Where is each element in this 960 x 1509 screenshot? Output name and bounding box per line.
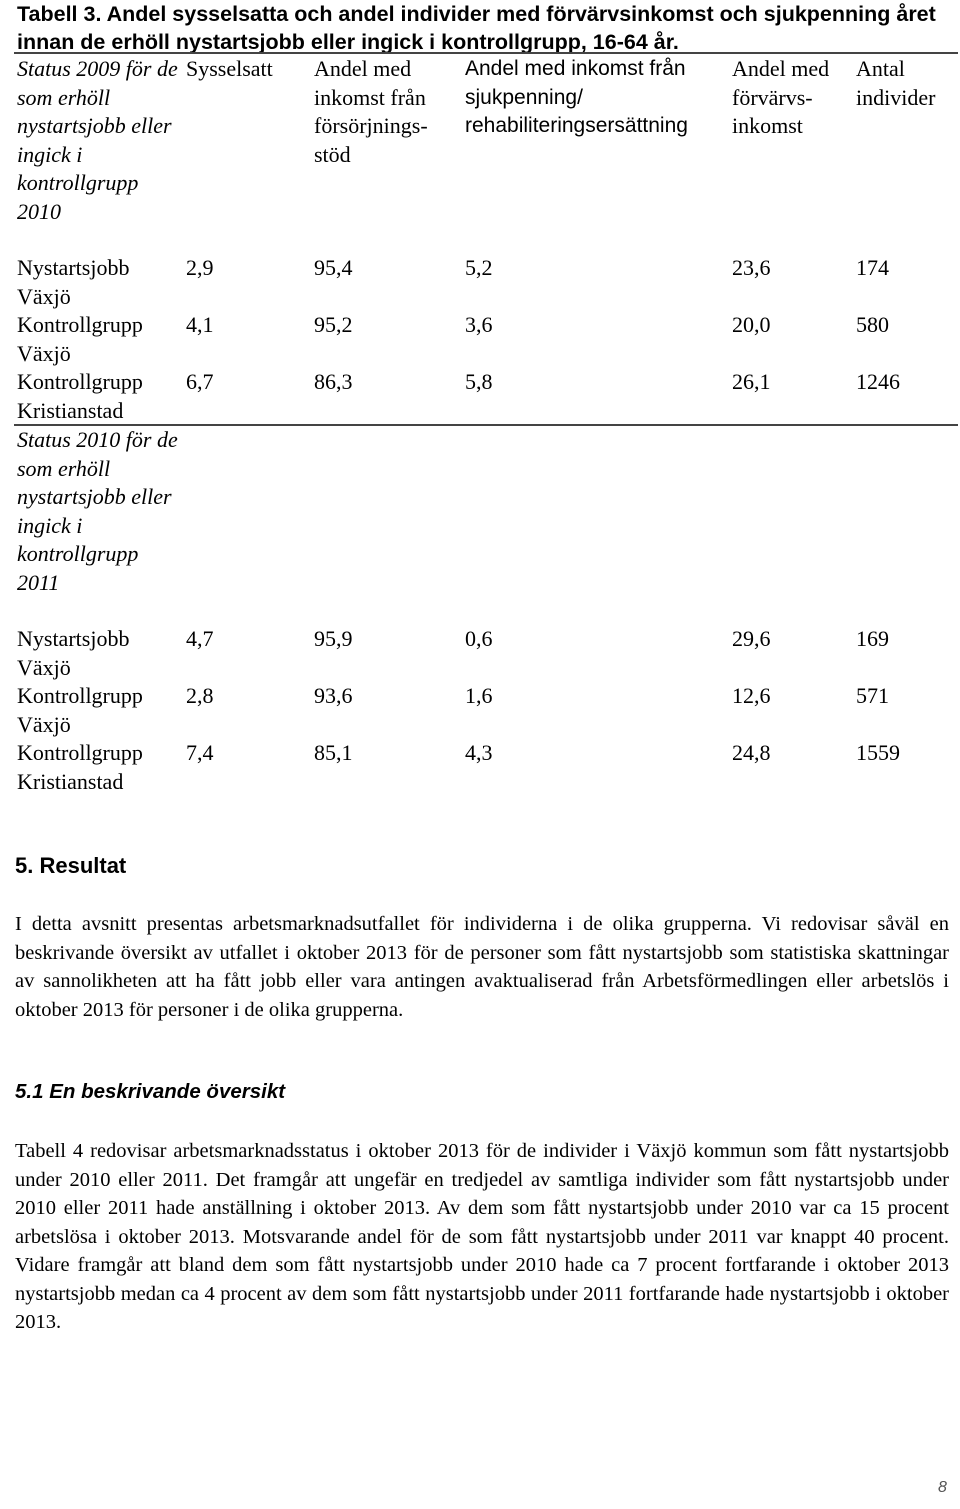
cell-forvarvsinkomst: 12,6 bbox=[732, 683, 771, 708]
row-label: Kontrollgrupp Växjö bbox=[17, 683, 143, 737]
header-forsorjningsstod: Andel med inkomst från försörjnings-stöd bbox=[314, 56, 428, 167]
cell-sjukpenning: 1,6 bbox=[465, 683, 493, 708]
cell-sjukpenning: 0,6 bbox=[465, 626, 493, 651]
row-label: Nystartsjobb Växjö bbox=[17, 255, 130, 309]
cell-forsorjningsstod: 95,9 bbox=[314, 626, 353, 651]
cell-forvarvsinkomst: 23,6 bbox=[732, 255, 771, 280]
cell-sysselsatt: 7,4 bbox=[186, 740, 214, 765]
cell-forvarvsinkomst: 24,8 bbox=[732, 740, 771, 765]
cell-forsorjningsstod: 95,2 bbox=[314, 312, 353, 337]
header-forvarvsinkomst: Andel med förvärvs-inkomst bbox=[732, 56, 830, 138]
header-sysselsatt: Sysselsatt bbox=[186, 56, 273, 81]
page-number: 8 bbox=[938, 1479, 947, 1496]
cell-sysselsatt: 4,7 bbox=[186, 626, 214, 651]
cell-sjukpenning: 5,8 bbox=[465, 369, 493, 394]
cell-forsorjningsstod: 85,1 bbox=[314, 740, 353, 765]
cell-forsorjningsstod: 95,4 bbox=[314, 255, 353, 280]
table-top-rule bbox=[14, 52, 958, 54]
row-label: Kontrollgrupp Kristianstad bbox=[17, 369, 143, 423]
table-caption: Tabell 3. Andel sysselsatta och andel individer med förvärvsinkomst och sjukpenning året innan de erhöll nystartsjobb eller ingick i kontrollgrupp, 16-64 år. bbox=[17, 2, 936, 54]
header-antal: Antal individer bbox=[856, 56, 936, 110]
row-label: Kontrollgrupp Växjö bbox=[17, 312, 143, 366]
cell-sysselsatt: 2,8 bbox=[186, 683, 214, 708]
status-2010-label: Status 2010 för de som erhöll nystartsjobb eller ingick i kontrollgrupp 2011 bbox=[17, 427, 178, 595]
cell-antal: 1559 bbox=[856, 740, 900, 765]
cell-forvarvsinkomst: 20,0 bbox=[732, 312, 771, 337]
cell-forvarvsinkomst: 26,1 bbox=[732, 369, 771, 394]
header-status-2009: Status 2009 för de som erhöll nystartsjobb eller ingick i kontrollgrupp 2010 bbox=[17, 56, 178, 224]
cell-sysselsatt: 4,1 bbox=[186, 312, 214, 337]
subsection-heading: 5.1 En beskrivande översikt bbox=[15, 1080, 286, 1103]
section-body-paragraph: Tabell 4 redovisar arbetsmarknadsstatus i oktober 2013 för de individer i Växjö kommun som fått nystartsjobb under 2010 eller 2011. Det framgår att ungefär en tredjedel av samtliga individer som fått nystartsjobb under 2010 eller 2011 hade anställning i oktober 2013. Av dem som fått nystartsjobb under 2010 var ca 15 procent arbetslösa i oktober 2013. Motsvarande andel för de som fått nystartsjobb under 2011 var knappt 40 procent. Vidare framgår att bland dem som fått nystartsjobb under 2010 hade ca 7 procent fortfarande i oktober 2013 nystartsjobb medan ca 4 procent av dem som fått nystartsjobb under 2011 fortfarande hade nystartsjobb i oktober 2013. bbox=[15, 1140, 949, 1333]
cell-antal: 580 bbox=[856, 312, 889, 337]
cell-sjukpenning: 4,3 bbox=[465, 740, 493, 765]
cell-sysselsatt: 2,9 bbox=[186, 255, 214, 280]
cell-sysselsatt: 6,7 bbox=[186, 369, 214, 394]
cell-forsorjningsstod: 93,6 bbox=[314, 683, 353, 708]
cell-antal: 1246 bbox=[856, 369, 900, 394]
cell-sjukpenning: 3,6 bbox=[465, 312, 493, 337]
cell-antal: 169 bbox=[856, 626, 889, 651]
cell-forsorjningsstod: 86,3 bbox=[314, 369, 353, 394]
cell-antal: 571 bbox=[856, 683, 889, 708]
cell-sjukpenning: 5,2 bbox=[465, 255, 493, 280]
section-intro-paragraph: I detta avsnitt presentas arbetsmarknadsutfallet för individerna i de olika grupperna. Vi redovisar såväl en beskrivande översikt av utfallet i oktober 2013 för de personer som fått nystartsjobb som statistiska skattningar av sannolikheten att ha fått jobb eller vara antingen avaktualiserad från Arbetsförmedlingen eller arbetslös i oktober 2013 för personer i de olika grupperna. bbox=[15, 913, 949, 1021]
cell-forvarvsinkomst: 29,6 bbox=[732, 626, 771, 651]
cell-antal: 174 bbox=[856, 255, 889, 280]
row-label: Nystartsjobb Växjö bbox=[17, 626, 130, 680]
row-label: Kontrollgrupp Kristianstad bbox=[17, 740, 143, 794]
section-heading: 5. Resultat bbox=[15, 853, 127, 878]
header-sjukpenning: Andel med inkomst från sjukpenning/ rehabiliteringsersättning bbox=[465, 57, 688, 137]
